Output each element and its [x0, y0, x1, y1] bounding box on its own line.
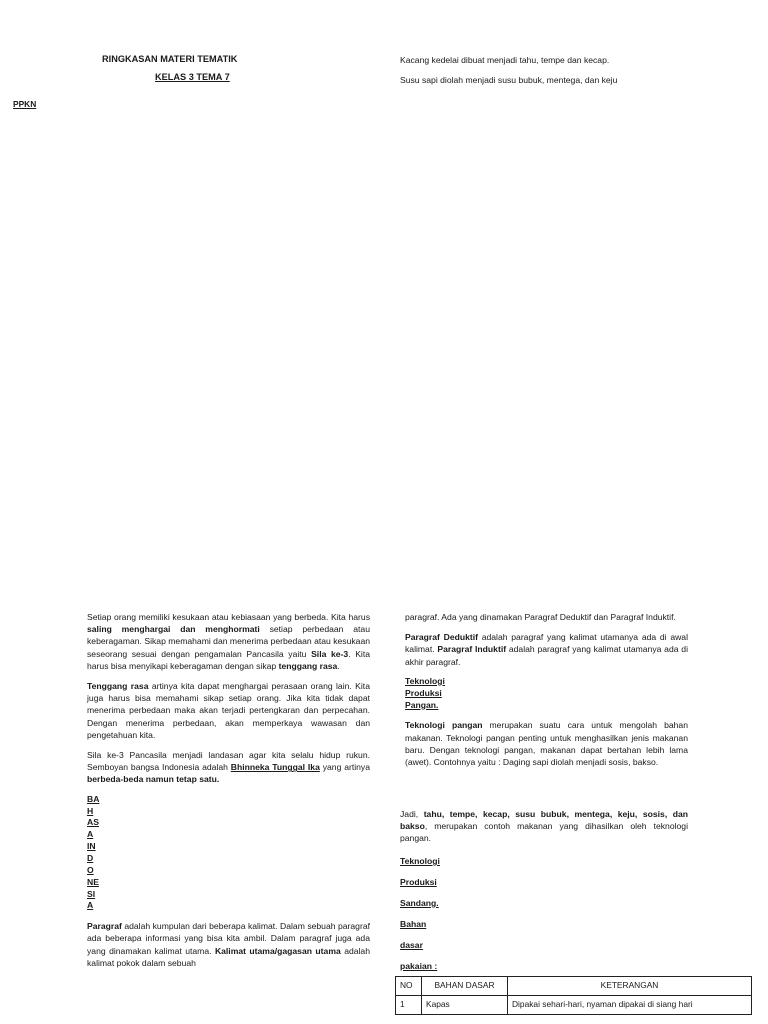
column-header-no: NO — [396, 977, 422, 996]
text-run: Paragraf — [87, 921, 122, 932]
heading-fragment: A — [87, 829, 94, 840]
heading-fragment: AS — [87, 817, 99, 828]
heading-fragment: A — [87, 900, 94, 911]
paragraph-continued: paragraf. Ada yang dinamakan Paragraf Deduktif dan Paragraf Induktif. — [405, 612, 676, 622]
text-run: . Kita harus bisa menyikapi keberagaman dengan sikap — [87, 648, 370, 671]
text-run: adalah kumpulan dari beberapa kalimat. Dalam sebuah paragraf ada beberapa informasi yang bisa kita ambil. Dalam paragraf juga ada yang dinamakan kalimat utama. — [87, 921, 370, 956]
top-right-line-2: Susu sapi diolah menjadi susu bubuk, mentega, dan keju — [400, 75, 618, 85]
column-header-bahan-dasar: BAHAN DASAR — [422, 977, 508, 996]
table-cell: Kapas — [422, 995, 508, 1014]
paragraph-keberagaman — [87, 611, 370, 672]
heading-fragment: NE — [87, 876, 99, 887]
heading-fragment: D — [87, 852, 94, 863]
heading-fragment: Produksi — [405, 687, 442, 698]
paragraph-tenggang-rasa — [87, 680, 370, 741]
text-run: adalah paragraf yang kalimat utamanya ada di akhir paragraf. — [405, 644, 688, 667]
text-run: merupakan suatu cara untuk mengolah bahan makanan. Teknologi pangan penting untuk menghasilkan jenis makanan baru. Dengan teknologi pangan, makanan dapat bertahan lebih lama (awet). Contohnya yaitu : Daging sapi diolah menjadi sosis, bakso. — [405, 720, 688, 767]
table-cell: 1 — [396, 995, 422, 1014]
heading-fragment: Teknologi — [400, 856, 440, 866]
right-column — [405, 611, 688, 768]
table-row — [396, 995, 752, 1014]
conclusion-block — [400, 808, 688, 845]
bahasa-indonesia-heading — [87, 794, 370, 913]
heading-fragment: Bahan — [400, 919, 427, 929]
heading-fragment: dasar — [400, 940, 423, 950]
text-run: Paragraf Deduktif — [405, 632, 478, 643]
paragraph-teknologi-pangan — [405, 719, 688, 768]
heading-fragment: H — [87, 805, 94, 816]
text-run: berbeda-beda namun tetap satu. — [87, 774, 220, 785]
heading-fragment: O — [87, 864, 94, 875]
text-run: Jadi, — [400, 809, 424, 819]
text-run: , merupakan contoh makanan yang dihasilkan oleh teknologi pangan. — [400, 821, 688, 844]
heading-fragment: pakaian : — [400, 961, 438, 971]
teknologi-produksi-sandang-heading — [400, 855, 440, 981]
text-run: Sila ke-3 — [311, 648, 349, 659]
text-run: Setiap orang memiliki kesukaan atau kebiasaan yang berbeda. Kita harus — [87, 612, 370, 622]
left-column — [87, 611, 370, 969]
text-run: Bhinneka Tunggal Ika — [230, 762, 320, 773]
text-run: adalah kalimat pokok dalam sebuah — [87, 945, 370, 968]
subject-heading: PPKN — [13, 99, 37, 109]
bahan-dasar-table — [395, 976, 752, 1015]
heading-fragment: Teknologi — [405, 675, 445, 686]
text-run: saling menghargai dan menghormati — [87, 624, 260, 635]
table-header-row — [396, 977, 752, 996]
page-subtitle: KELAS 3 TEMA 7 — [155, 72, 230, 82]
heading-fragment: Produksi — [400, 877, 437, 887]
text-run: . — [337, 660, 340, 671]
text-run: Kalimat utama/gagasan utama — [214, 945, 341, 956]
top-right-line-1: Kacang kedelai dibuat menjadi tahu, tempe dan kecap. — [400, 55, 610, 65]
heading-fragment: Sandang. — [400, 898, 439, 908]
heading-fragment: Pangan. — [405, 699, 439, 710]
heading-fragment: SI — [87, 888, 96, 899]
text-run: tahu, tempe, kecap, susu bubuk, mentega, keju, sosis, dan bakso — [400, 809, 689, 832]
text-run: setiap perbedaan atau keberagaman. Sikap memahami dan menerima perbedaan atau kesukaan seseorang sesuai dengan pengamalan Pancasila yaitu — [87, 624, 370, 659]
heading-fragment: BA — [87, 793, 100, 804]
text-run: yang artinya — [319, 762, 370, 773]
column-header-keterangan: KETERANGAN — [508, 977, 752, 996]
text-run: Tenggang rasa — [87, 681, 149, 692]
text-run: tenggang rasa — [278, 660, 338, 671]
paragraph-deduktif-induktif — [405, 631, 688, 668]
heading-fragment: IN — [87, 841, 96, 852]
paragraph-jadi — [400, 808, 688, 845]
text-run: Paragraf Induktif — [437, 644, 507, 655]
table-cell: Dipakai sehari-hari, nyaman dipakai di siang hari — [508, 995, 752, 1014]
paragraph-sila-ke-3 — [87, 749, 370, 786]
paragraph-paragraf — [87, 920, 370, 969]
text-run: adalah paragraf yang kalimat utamanya ada di awal kalimat. — [405, 632, 688, 655]
teknologi-produksi-pangan-heading — [405, 676, 688, 712]
text-run: Teknologi pangan — [405, 720, 483, 731]
text-run: artinya kita dapat menghargai perasaan orang lain. Kita juga harus bisa memahami sikap setiap orang. Jika kita tidak dapat menerima perbedaan maka akan terjadi pertengkaran dan perpecahan. Dengan menerima perbedaan, akan memperkaya wawasan dan pengetahuan kita. — [87, 681, 370, 740]
page-title: RINGKASAN MATERI TEMATIK — [102, 54, 238, 64]
text-run: Sila ke-3 Pancasila menjadi landasan agar kita selalu hidup rukun. Semboyan bangsa Indonesia adalah — [87, 750, 370, 773]
